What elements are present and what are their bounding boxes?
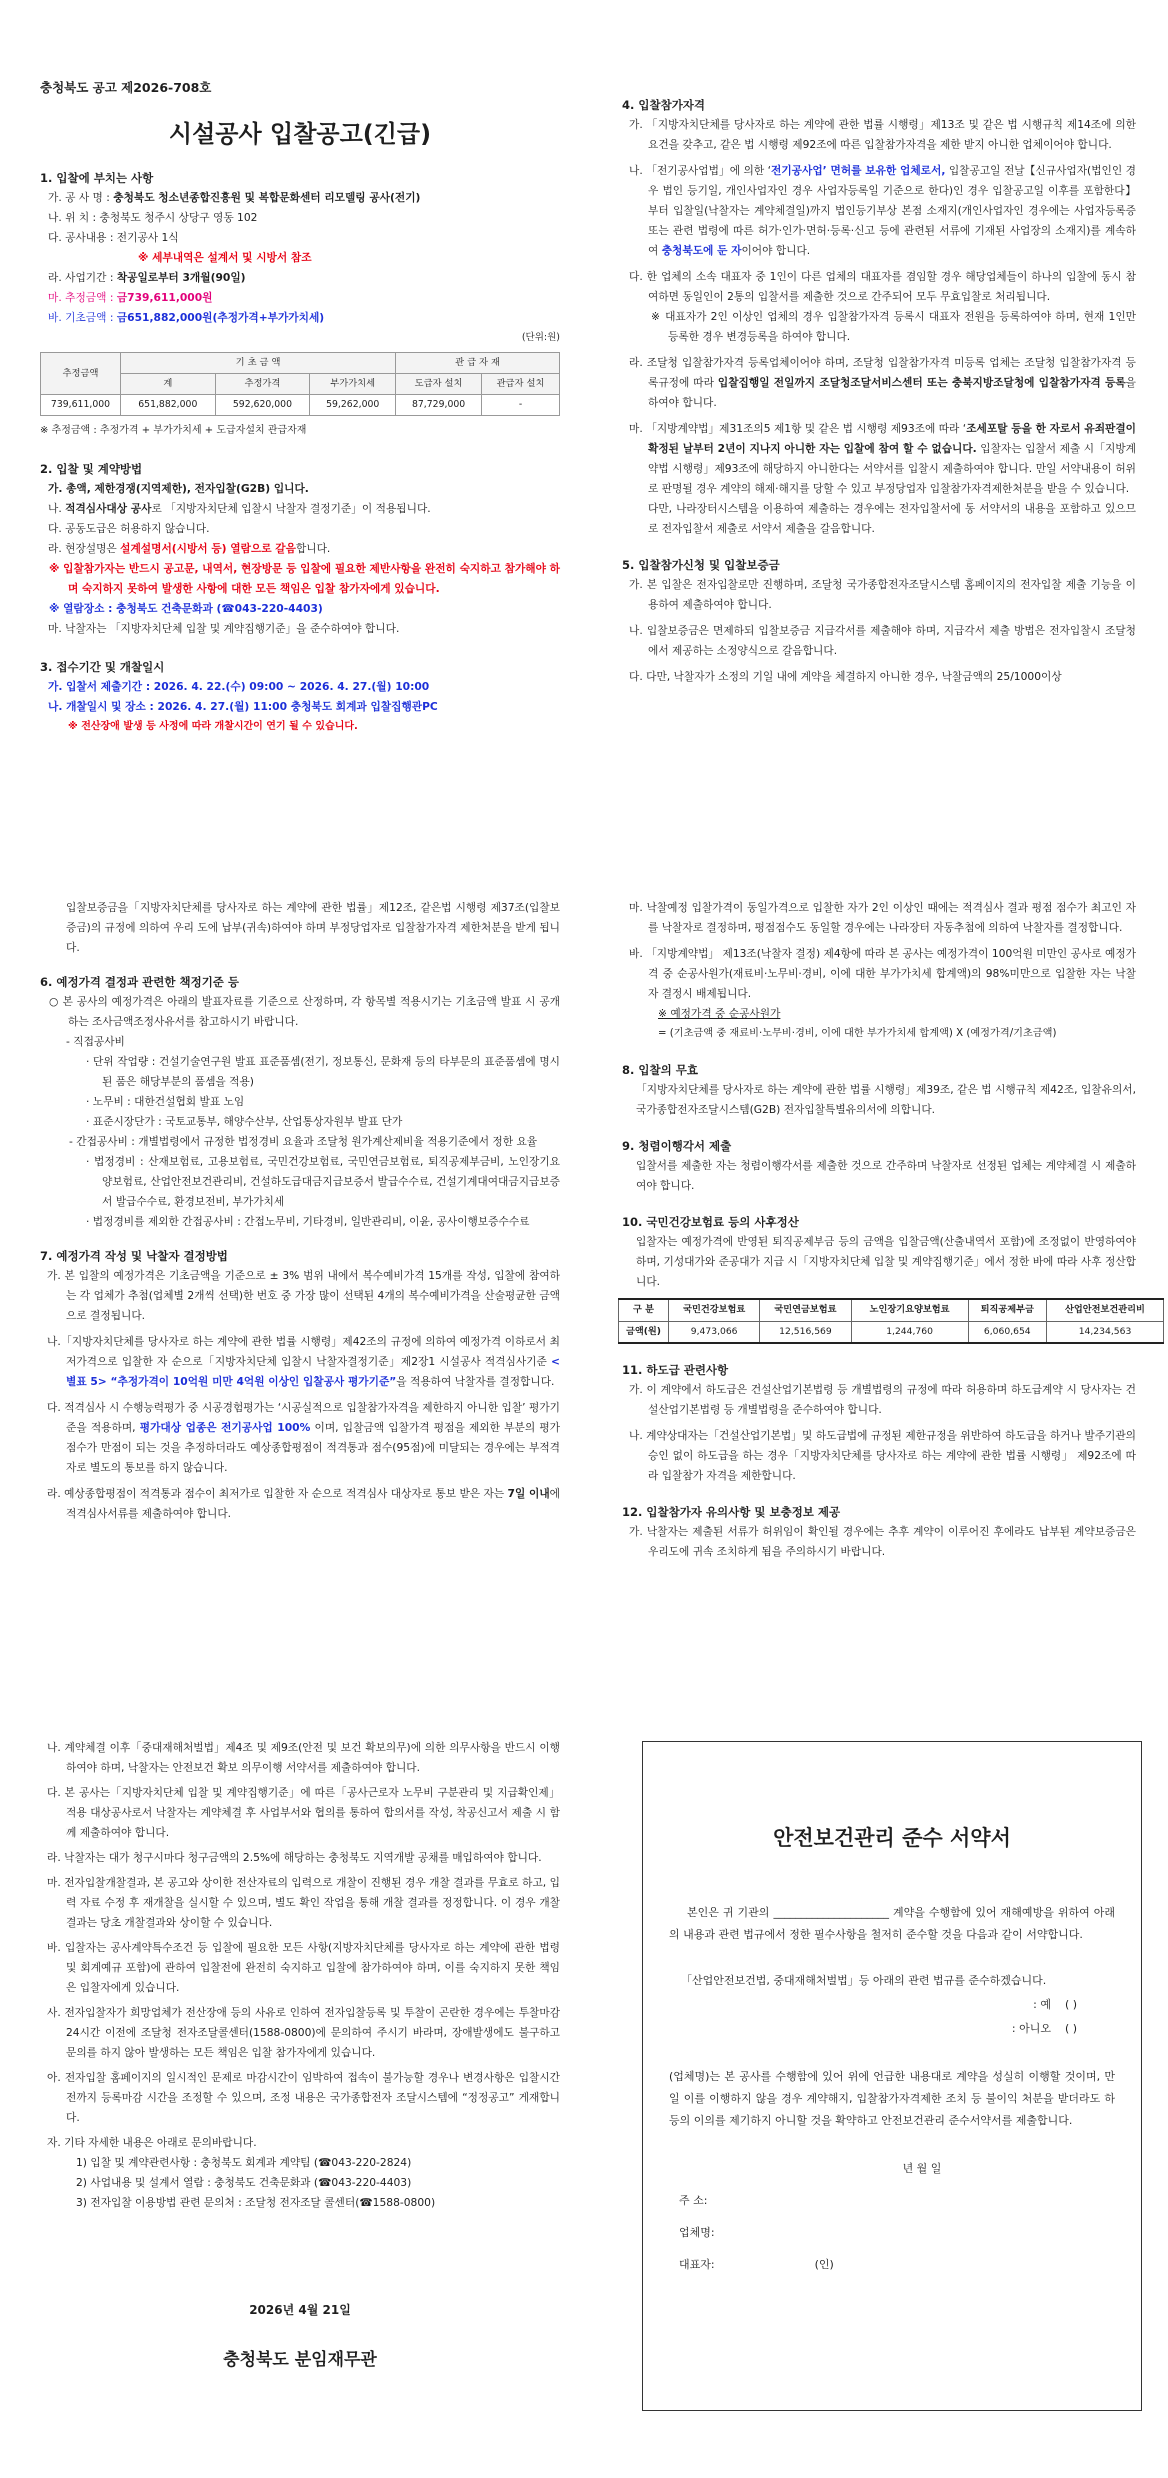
th-total: 계 — [121, 374, 216, 395]
th: 노인장기요양보험료 — [851, 1299, 968, 1321]
cell: 12,516,569 — [760, 1321, 851, 1343]
item-i: 자. 기타 자세한 내용은 아래로 문의바랍니다. — [47, 2136, 257, 2149]
item-8: 「지방자치단체를 당사자로 하는 계약에 관한 법률 시행령」제39조, 같은 법 시행규칙 제42조, 입찰유의서, 국가종합전자조달시스템(G2B) 전자입찰특별유의서에 의합니다. — [636, 1083, 1136, 1116]
section-11-heading: 11. 하도급 관련사항 — [622, 1363, 729, 1377]
item-4e-extra: 다만, 나라장터시스템을 이용하여 제출하는 경우에는 전자입찰서에 동 서약서의 내용을 포함하고 있으므로 전자입찰서 제출로 서약서 제출을 갈음합니다. — [648, 502, 1136, 535]
cell: 금액(원) — [619, 1321, 669, 1343]
section-6-heading: 6. 예정가격 결정과 관련한 책정기준 등 — [40, 975, 240, 989]
section-7-heading: 7. 예정가격 작성 및 낙찰자 결정방법 — [40, 1249, 228, 1263]
section-5-heading: 5. 입찰참가신청 및 입찰보증금 — [622, 558, 780, 572]
item-2e: 마. 낙찰자는 「지방자치단체 입찰 및 계약집행기준」을 준수하여야 합니다. — [48, 622, 400, 635]
no-checkbox[interactable]: ( ) — [1065, 2022, 1078, 2035]
safety-pledge-form — [642, 1741, 1142, 2411]
item-4c: 다. 한 업체의 소속 대표자 중 1인이 다른 업체의 대표자를 겸임할 경우 해당업체들이 하나의 입찰에 동시 참여하면 동일인이 2통의 입찰서를 제출한 것으로 간주되어 모두 무효입찰로 처리됩니다. — [629, 270, 1136, 303]
th-government: 관급자 설치 — [482, 374, 560, 395]
item-b: 나. 계약체결 이후「중대재해처벌법」제4조 및 제9조(안전 및 보건 확보의무)에 의한 의무사항을 반드시 이행하여야 하며, 낙찰자는 안전보건 확보 의무이행 서약서를 제출하여야 합니다. — [47, 1741, 560, 1774]
th: 퇴직공제부금 — [968, 1299, 1046, 1321]
cell: 87,729,000 — [396, 395, 482, 416]
cell: 739,611,000 — [41, 395, 121, 416]
item-3-note: ※ 전산장애 발생 등 사정에 따라 개찰시간이 연기 될 수 있습니다. — [68, 721, 358, 732]
cell: 9,473,066 — [669, 1321, 760, 1343]
page-title: 시설공사 입찰공고(긴급) — [168, 120, 432, 148]
item-7e: 마. 낙찰예정 입찰가격이 동일가격으로 입찰한 자가 2인 이상인 때에는 적격심사 결과 평점 점수가 최고인 자를 낙찰자로 결정하며, 평점점수도 동일할 경우에는 나라장터 자동추첨에 의하여 낙찰자를 결정합니다. — [629, 901, 1136, 934]
item-2-note: ※ 입찰참가자는 반드시 공고문, 내역서, 현장방문 등 입찰에 필요한 제반사항을 완전히 숙지하고 참가해야 하며 숙지하지 못하여 발생한 사항에 대한 모든 책임은 입찰 참가자에게 있습니다. — [49, 562, 560, 595]
contact-2: 2) 사업내용 및 설계서 열람 : 충청북도 건축문화과 (☎043-220-4403) — [76, 2176, 412, 2189]
item-6a: ○ 본 공사의 예정가격은 아래의 발표자료를 기준으로 산정하며, 각 항목별 적용시기는 기초금액 발표 시 공개하는 조사금액조정사유서를 참고하시기 바랍니다. — [49, 995, 560, 1028]
cell: - — [482, 395, 560, 416]
th-vat: 부가가치세 — [310, 374, 396, 395]
item-1c: 다. 공사내용 : 전기공사 1식 — [48, 231, 179, 244]
item-1a: 가. 공 사 명 : 충청북도 청소년종합진흥원 및 복합문화센터 리모델링 공사(전기) — [48, 191, 421, 204]
pledge-no-row — [669, 2018, 1115, 2040]
section-8-heading: 8. 입찰의 무효 — [622, 1063, 698, 1077]
pledge-representative[interactable]: 대표자: (인) — [679, 2258, 834, 2271]
item-6b3: · 표준시장단가 : 국토교통부, 해양수산부, 산업통상자원부 발표 단가 — [86, 1115, 403, 1128]
th: 구 분 — [619, 1299, 669, 1321]
item-6b2: · 노무비 : 대한건설협회 발표 노임 — [86, 1095, 245, 1108]
cell: 6,060,654 — [968, 1321, 1046, 1343]
insurance-table — [618, 1298, 1164, 1344]
contact-3: 3) 전자입찰 이용방법 관련 문의처 : 조달청 전자조달 콜센터(☎1588-0800) — [76, 2196, 436, 2209]
pledge-title: 안전보건관리 준수 서약서 — [773, 1826, 1011, 1850]
cell: 651,882,000 — [121, 395, 216, 416]
item-7f-note: ※ 예정가격 중 순공사원가 — [658, 1007, 781, 1020]
pledge-intro: 본인은 귀 기관의 _____________________ 계약을 수행함에 있어 재해예방을 위하여 아래의 내용과 관련 법규에서 정한 필수사항을 철저히 준수할 것을 다음과 같이 서약합니다. — [669, 1906, 1115, 1941]
issuer: 충청북도 분임재무관 — [223, 2350, 377, 2370]
item-2a: 가. 총액, 제한경쟁(지역제한), 전자입찰(G2B) 입니다. — [48, 482, 309, 495]
pledge-commitment: (업체명)는 본 공사를 수행함에 있어 위에 언급한 내용대로 계약을 성실히 이행할 것이며, 만일 이를 이행하지 않을 경우 계약해지, 입찰참가자격제한 조치 등 불이익 처분을 받더라도 하등의 이의를 제기하지 아니할 것을 확약하고 안전보건관리 준수서약서를 제출합니다. — [669, 2070, 1115, 2127]
item-d: 라. 낙찰자는 대가 청구시마다 청구금액의 2.5%에 해당하는 충청북도 지역개발 공채를 매입하여야 합니다. — [47, 1851, 542, 1864]
item-7f-formula: = (기초금액 중 재료비·노무비·경비, 이에 대한 부가가치세 합계액) X (예정가격/기초금액) — [658, 1028, 1057, 1039]
item-4a: 가. 「지방자치단체를 당사자로 하는 계약에 관한 법률 시행령」제13조 및 같은 법 시행규칙 제14조에 의한 요건을 갖추고, 같은 법 시행령 제92조에 따른 입찰참가자격을 제한 받지 아니한 업체이어야 합니다. — [629, 118, 1136, 151]
left-column-3 — [40, 1738, 560, 2213]
item-7b: 나.「지방자치단체를 당사자로 하는 계약에 관한 법률 시행령」제42조의 규정에 의하여 예정가격 이하로서 최저가격으로 입찰한 자 순으로「지방자치단체 입찰시 낙찰자결정기준」제2장1 시설공사 적격심사기준 <별표 5> “추정가격이 10억원 미만 4억원 이상인 입찰공사 평가기준”을 적용하여 낙찰자를 결정합니다. — [47, 1335, 560, 1388]
th-estimated: 추정가격 — [215, 374, 310, 395]
item-3a: 가. 입찰서 제출기간 : 2026. 4. 22.(수) 09:00 ~ 2026. 4. 27.(월) 10:00 — [48, 680, 430, 693]
pledge-address[interactable]: 주 소: — [679, 2194, 708, 2207]
pledge-law: 「산업안전보건법, 중대재해처벌법」등 아래의 관련 법규를 준수하겠습니다. — [681, 1974, 1047, 1987]
item-1c-note: ※ 세부내역은 설계서 및 시방서 참조 — [138, 251, 312, 264]
th-base: 기 초 금 액 — [121, 353, 396, 374]
cell: 592,620,000 — [215, 395, 310, 416]
item-4b: 나. 「전기공사업법」에 의한 ‘전기공사업’ 면허를 보유한 업체로서, 입찰공고일 전날【신규사업자(법인인 경우 법인 등기일, 개인사업자인 경우 사업자등록일 기준으로 한다)인 경우 입찰공고일 이후를 포함한다】부터 입찰일(낙찰자는 계약체결일)까지 법인등기부상 본점 소재지(개인사업자인 경우에는 사업자등록증 또는 관련 법령에 따른 허가·인가·면허·등록·신고 등에 관련된 서류에 기재된 사업장의 소재지)를 계속하여 충청북도에 둔 자이어야 합니다. — [629, 164, 1136, 257]
item-7d: 라. 예상종합평점이 적격통과 점수이 최저가로 입찰한 자 순으로 적격심사 대상자로 통보 받은 자는 7일 이내에 적격심사서류를 제출하여야 합니다. — [47, 1487, 560, 1520]
item-f: 바. 입찰자는 공사계약특수조건 등 입찰에 필요한 모든 사항(지방자치단체를 당사자로 하는 계약에 관한 법령 및 회계예규 포함)에 관하여 입찰전에 완전히 숙지하고 입찰에 참가하여야 하며, 이를 숙지하지 못한 책임은 입찰자에게 있습니다. — [47, 1941, 560, 1994]
item-3b: 나. 개찰일시 및 장소 : 2026. 4. 27.(월) 11:00 충청북도 회계과 입찰집행관PC — [48, 700, 438, 713]
pledge-body — [669, 1902, 1115, 2276]
item-g: 사. 전자입찰자가 희망업체가 전산장애 등의 사유로 인하여 전자입찰등록 및 투찰이 곤란한 경우에는 투찰마감 24시간 이전에 조달청 전자조달콜센터(1588-0800)에 문의하여 주시기 바라며, 장애발생에도 불구하고 문의를 하지 않아 발생하는 모든 책임은 입찰 참가자에게 있습니다. — [47, 2006, 560, 2059]
pledge-yes-row — [669, 1994, 1115, 2016]
yes-checkbox[interactable]: ( ) — [1065, 1998, 1078, 2011]
item-7f: 바. 「지방계약법」 제13조(낙찰자 결정) 제4항에 따라 본 공사는 예정가격이 100억원 미만인 공사로 예정가격 중 순공사원가(재료비·노무비·경비, 이에 대한 부가가치세 합계액)의 98%미만으로 입찰한 자는 낙찰자 결정시 배제됩니다. — [629, 947, 1136, 1000]
no-label: : 아니오 — [1011, 2022, 1051, 2035]
page-1 — [0, 0, 1168, 860]
contact-1: 1) 입찰 및 계약관련사항 : 충청북도 회계과 계약팀 (☎043-220-2824) — [76, 2156, 412, 2169]
item-6b1: · 단위 작업량 : 건설기술연구원 발표 표준품셈(전기, 정보통신, 문화재 등의 타부문의 표준품셈에 명시된 품은 해당부분의 품셈을 적용) — [86, 1055, 560, 1088]
item-2b: 나. 적격심사대상 공사로 「지방자치단체 입찰시 낙찰자 결정기준」이 적용됩니다. — [48, 502, 431, 515]
notice-date: 2026년 4월 21일 — [249, 2303, 351, 2317]
item-6c2: · 법정경비를 제외한 간접공사비 : 간접노무비, 기타경비, 일반관리비, 이윤, 공사이행보증수수료 — [86, 1215, 530, 1228]
item-7c: 다. 적격심사 시 수행능력평가 중 시공경험평가는 ‘시공실적으로 입찰참가자격을 제한하지 아니한 입찰’ 평가기준을 적용하며, 평가대상 업종은 전기공사업 100% 이며, 입찰금액 입찰가격 평점을 제외한 부분의 평가점수가 만점이 되는 것을 추정하더라도 예상종합평점이 적격통과 점수(95점)에 미달되는 경우에는 부적격자로 별도의 통보를 하지 않습니다. — [47, 1401, 561, 1474]
left-column-2 — [40, 898, 560, 1524]
item-6c: - 간접공사비 : 개별법령에서 규정한 법정경비 요율과 조달청 원가계산제비율 적용기준에서 정한 요율 — [69, 1135, 538, 1148]
section-2-heading: 2. 입찰 및 계약방법 — [40, 462, 143, 476]
item-2d: 라. 현장설명은 설계설명서(시방서 등) 열람으로 갈음합니다. — [48, 542, 331, 555]
deposit-text: 입찰보증금을「지방자치단체를 당사자로 하는 계약에 관한 법률」제12조, 같은법 시행령 제37조(입찰보증금)의 규정에 의하여 우리 도에 납부(귀속)하여야 하며 부정당업자로 입찰참가자격 제한처분을 받게 됩니다. — [66, 901, 560, 954]
th: 산업안전보건관리비 — [1047, 1299, 1164, 1321]
item-4c-note: ※ 대표자가 2인 이상인 업체의 경우 입찰참가자격 등록시 대표자 전원을 등록하여야 하며, 현재 1인만 등록한 경우 변경등록을 하여야 합니다. — [651, 310, 1136, 343]
th: 국민연금보험료 — [760, 1299, 851, 1321]
item-9: 입찰서를 제출한 자는 청렴이행각서를 제출한 것으로 간주하며 낙찰자로 선정된 업체는 계약체결 시 제출하여야 합니다. — [636, 1159, 1136, 1192]
item-10: 입찰자는 예정가격에 반영된 퇴직공제부금 등의 금액을 입찰금액(산출내역서 포함)에 조정없이 반영하여야 하며, 기성대가와 준공대가 지급 시「지방자치단체 입찰 및 계약집행기준」에서 정한 바에 따라 사후 정산합니다. — [636, 1235, 1136, 1288]
table-note: ※ 추정금액 : 추정가격 + 부가가치세 + 도급자설치 관급자재 — [40, 425, 307, 436]
item-7a: 가. 본 입찰의 예정가격은 기초금액을 기준으로 ± 3% 범위 내에서 복수예비가격 15개를 작성, 입찰에 참여하는 각 업체가 추첨(업체별 2개씩 선택)한 번호 중 가장 많이 선택된 4개의 복수예비가격을 산술평균한 금액으로 결정됩니다. — [47, 1269, 560, 1322]
item-c: 다. 본 공사는「지방자치단체 입찰 및 계약집행기준」에 따른「공사근로자 노무비 구분관리 및 지급확인제」적용 대상공사로서 낙찰자는 계약체결 후 사업부서와 협의를 통하여 합의서를 작성, 착공신고서 제출 시 함께 제출하여야 합니다. — [47, 1786, 560, 1839]
section-9-heading: 9. 청렴이행각서 제출 — [622, 1139, 732, 1153]
item-6b: - 직접공사비 — [66, 1035, 125, 1048]
th-supplied: 관 급 자 재 — [396, 353, 560, 374]
viewing-place: ※ 열람장소 : 충청북도 건축문화과 (☎043-220-4403) — [49, 602, 323, 615]
item-5c: 다. 다만, 낙찰자가 소정의 기일 내에 계약을 체결하지 아니한 경우, 낙찰금액의 25/1000이상 — [629, 670, 1062, 683]
item-e: 마. 전자입찰개찰결과, 본 공고와 상이한 전산자료의 입력으로 개찰이 진행된 경우 개찰 결과를 무효로 하고, 입력 자료 수정 후 재개찰을 실시할 수 있으며, 별도 확인 작업을 통해 개찰 결과를 정정합니다. 이 경우 개찰결과는 당초 개찰결과와 상이할 수 있습니다. — [47, 1876, 560, 1929]
item-1f: 바. 기초금액 : 금651,882,000원(추정가격+부가가치세) — [48, 311, 325, 324]
th-contractor: 도급자 설치 — [396, 374, 482, 395]
seal-mark: (인) — [814, 2258, 834, 2271]
th: 국민건강보험료 — [669, 1299, 760, 1321]
item-2c: 다. 공동도급은 허용하지 않습니다. — [48, 522, 210, 535]
item-4e: 마. 「지방계약법」제31조의5 제1항 및 같은 법 시행령 제93조에 따라 ‘조세포탈 등을 한 자로서 유죄판결이 확정된 날부터 2년이 지나지 아니한 자는 입찰에 참여 할 수 없습니다. 입찰자는 입찰서 제출 시「지방계약법 시행령」제93조에 해당하지 아니한다는 서약서를 입찰시 제출하여야 합니다. 만일 서약내용이 허위로 판명될 경우 계약의 해제·해지를 당할 수 있고 부정당업자 입찰참가자격제한처분을 받을 수 있습니다. — [629, 422, 1136, 495]
th-estimate: 추정금액 — [41, 353, 121, 395]
section-3-heading: 3. 접수기간 및 개찰일시 — [40, 660, 165, 674]
right-column-1 — [622, 90, 1136, 687]
item-4d: 라. 조달청 입찰참가자격 등록업체이어야 하며, 조달청 입찰참가자격 미등록 업체는 조달청 입찰참가자격 등록규정에 따라 입찰집행일 전일까지 조달청조달서비스센터 또는 충북지방조달청에 입찰참가자격 등록을 하여야 합니다. — [629, 356, 1136, 409]
pledge-date: 년 월 일 — [902, 2162, 942, 2175]
amount-table — [40, 352, 560, 416]
item-6c1: · 법정경비 : 산재보험료, 고용보험료, 국민건강보험료, 국민연금보험료, 퇴직공제부금비, 노인장기요양보험료, 산업안전보건관리비, 건설하도급대금지급보증서 발급수수료, 건설기계대여대금지급보증서 발급수수료, 환경보전비, 부가가치세 — [86, 1155, 560, 1208]
cell: 1,244,760 — [851, 1321, 968, 1343]
section-10-heading: 10. 국민건강보험료 등의 사후정산 — [622, 1215, 799, 1229]
item-1b: 나. 위 치 : 충청북도 청주시 상당구 영동 102 — [48, 211, 258, 224]
page-2 — [0, 860, 1168, 1680]
item-5b: 나. 입찰보증금은 면제하되 입찰보증금 지급각서를 제출해야 하며, 지급각서 제출 방법은 전자입찰시 조달청에서 제공하는 소정양식으로 갈음합니다. — [629, 624, 1136, 657]
pledge-company[interactable]: 업체명: — [679, 2226, 715, 2239]
item-11a: 가. 이 계약에서 하도급은 건설산업기본법령 등 개별법령의 규정에 따라 허용하며 하도급계약 시 당사자는 건설산업기본법령 등 개별법령을 준수하여야 합니다. — [629, 1383, 1136, 1416]
item-12a: 가. 낙찰자는 제출된 서류가 허위임이 확인될 경우에는 추후 계약이 이루어진 후에라도 납부된 계약보증금은 우리도에 귀속 조치하게 됨을 주의하시기 바랍니다. — [629, 1525, 1136, 1558]
yes-label: : 예 — [1033, 1998, 1051, 2011]
cell: 59,262,000 — [310, 395, 396, 416]
item-1e: 마. 추정금액 : 금739,611,000원 — [48, 291, 213, 304]
right-column-2 — [622, 898, 1145, 1562]
section-1-heading: 1. 입찰에 부치는 사항 — [40, 171, 154, 185]
cell: 14,234,563 — [1047, 1321, 1164, 1343]
section-12-heading: 12. 입찰참가자 유의사항 및 보충정보 제공 — [622, 1505, 841, 1519]
item-h: 아. 전자입찰 홈페이지의 일시적인 문제로 마감시간이 임박하여 접속이 불가능할 경우나 변경사항은 입찰시간 전까지 등록마감 시간을 조정할 수 있으며, 조정 내용은 국가종합전자 조달시스템에 “정정공고” 게재합니다. — [47, 2071, 560, 2124]
section-4-heading: 4. 입찰참가자격 — [622, 98, 706, 112]
item-5a: 가. 본 입찰은 전자입찰로만 진행하며, 조달청 국가종합전자조달시스템 홈페이지의 전자입찰 제출 기능을 이용하여 제출하여야 합니다. — [629, 578, 1136, 611]
item-11b: 나. 계약상대자는「건설산업기본법」및 하도급법에 규정된 제한규정을 위반하여 하도급을 하거나 발주기관의 승인 없이 하도급을 하는 경우「지방자치단체를 당사자로 하는 계약에 관한 법률 시행령」 제92조에 따라 입찰참가 자격을 제한합니다. — [629, 1429, 1136, 1482]
unit-label: (단위:원) — [521, 332, 560, 343]
item-1d: 라. 사업기간 : 착공일로부터 3개월(90일) — [48, 271, 246, 284]
notice-number: 충청북도 공고 제2026-708호 — [40, 80, 212, 95]
left-column-1 — [40, 168, 560, 737]
